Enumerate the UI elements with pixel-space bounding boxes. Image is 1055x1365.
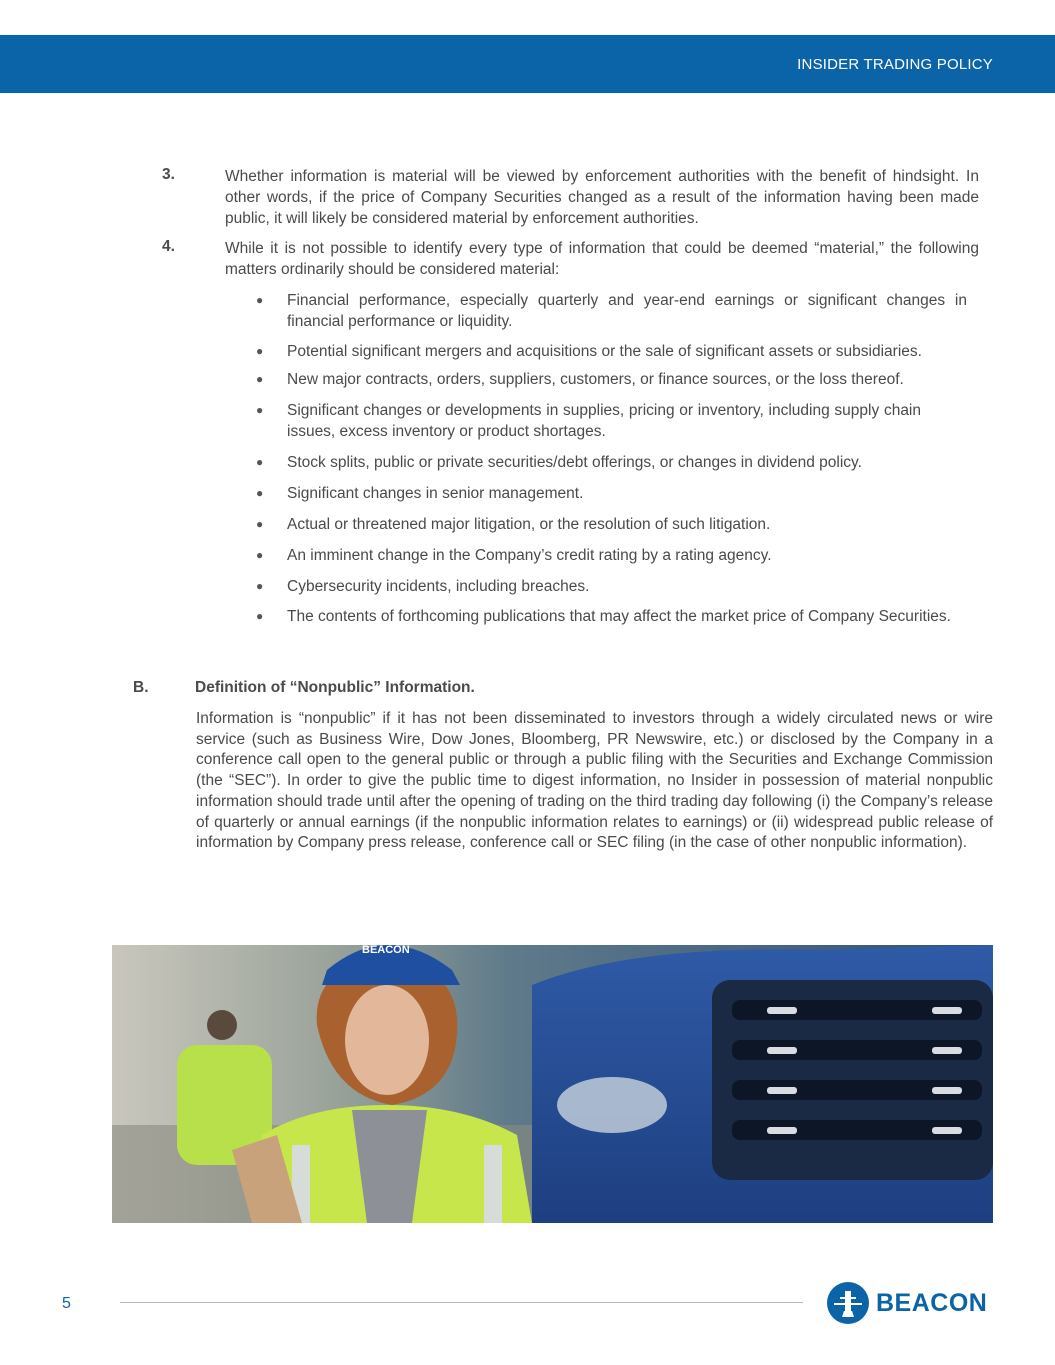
bullet-text: An imminent change in the Company’s credit rating by a rating agency. (287, 547, 772, 564)
bullet-dot: ● (256, 548, 264, 562)
worker-photo (112, 945, 993, 1223)
beacon-logo (826, 1281, 996, 1325)
section-letter: B. (133, 679, 149, 696)
bullet-text: Cybersecurity incidents, including breaches. (287, 578, 590, 595)
section-paragraph: Information is “nonpublic” if it has not been disseminated to investors through a widely circulated news or wire service (such as Business Wire, Dow Jones, Bloomberg, PR Newswire, etc.) or disclosed by the Company in a conference call open to the general public or through a public filing with the Securities and Exchange Commission (the “SEC”). In order to give the public time to digest information, no Insider in possession of material nonpublic information should trade until after the opening of trading on the third trading day following (i) the Company’s release of quarterly or annual earnings (if the nonpublic information relates to earnings) or (ii) widespread public release of information by Company press release, conference call or SEC filing (in the case of other nonpublic information). (196, 710, 993, 852)
bullet-dot: ● (256, 486, 264, 500)
section-title: Definition of “Nonpublic” Information. (195, 679, 475, 696)
item-number: 4. (162, 238, 175, 255)
bullet-dot: ● (256, 372, 264, 386)
bullet-dot: ● (256, 344, 264, 358)
bullet-text: Potential significant mergers and acquisitions or the sale of significant assets or subsidiaries. (287, 343, 922, 360)
lighthouse-icon (826, 1281, 870, 1325)
bullet-dot: ● (256, 609, 264, 623)
header-title: INSIDER TRADING POLICY (797, 56, 993, 73)
photo-illustration (112, 945, 993, 1223)
bullet-text: Significant changes or developments in supplies, pricing or inventory, including supply chain issues, excess inventory or product shortages. (287, 402, 921, 440)
bullet-dot: ● (256, 403, 264, 417)
helmet-text: BEACON (362, 945, 410, 956)
footer-divider (120, 1302, 803, 1303)
item-text: While it is not possible to identify every type of information that could be deemed “material,” the following matters ordinarily should be considered material: (225, 240, 979, 278)
bullet-text: Actual or threatened major litigation, or the resolution of such litigation. (287, 516, 771, 533)
bullet-text: Stock splits, public or private securities/debt offerings, or changes in dividend policy. (287, 454, 862, 471)
logo-text: BEACON (876, 1289, 988, 1317)
bullet-text: Significant changes in senior management. (287, 485, 584, 502)
bullet-dot: ● (256, 455, 264, 469)
bullet-text: New major contracts, orders, suppliers, customers, or finance sources, or the loss thereof. (287, 371, 904, 388)
bullet-text: Financial performance, especially quarterly and year-end earnings or significant changes in financial performance or liquidity. (287, 292, 967, 330)
bullet-dot: ● (256, 293, 264, 307)
item-number: 3. (162, 166, 175, 183)
page-number: 5 (62, 1295, 71, 1312)
bullet-dot: ● (256, 579, 264, 593)
bullet-dot: ● (256, 517, 264, 531)
header-bar (0, 35, 1055, 93)
bullet-text: The contents of forthcoming publications that may affect the market price of Company Securities. (287, 608, 951, 625)
item-text: Whether information is material will be viewed by enforcement authorities with the benefit of hindsight. In other words, if the price of Company Securities changed as a result of the information having been made public, it will likely be considered material by enforcement authorities. (225, 168, 979, 227)
